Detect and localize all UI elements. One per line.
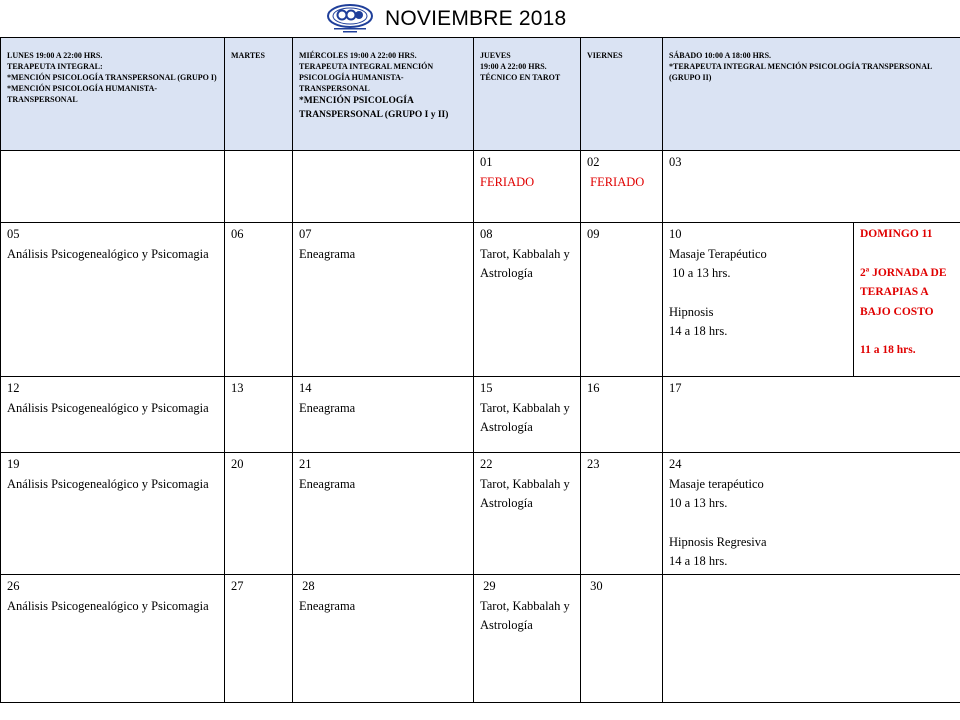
header-row (1, 38, 960, 151)
day-cell-15 (474, 377, 581, 453)
event-text: Hipnosis Regresiva (669, 534, 767, 549)
day-cell-01 (474, 151, 581, 223)
title-bar (0, 0, 960, 38)
holiday-label: FERIADO (480, 174, 535, 189)
day-number: 14 (299, 381, 312, 395)
calendar-table (0, 37, 960, 703)
day-cell-07 (293, 223, 474, 377)
day-number: 26 (7, 579, 20, 593)
day-cell-14 (293, 377, 474, 453)
day-cell-10 (663, 223, 854, 377)
sunday-title: DOMINGO 11 (860, 228, 933, 240)
day-cell-29 (474, 575, 581, 703)
day-cell-21 (293, 453, 474, 575)
event-text: Eneagrama (299, 598, 356, 613)
day-cell-13 (225, 377, 293, 453)
day-cell-empty (663, 575, 960, 703)
header-monday: LUNES 19:00 A 22:00 HRS. TERAPEUTA INTEGRAL: *MENCIÓN PSICOLOGÍA TRANSPERSONAL (GRUPO I) *MENCIÓN PSICOLOGÍA HUMANISTA-TRANSPERSONAL (1, 38, 225, 151)
day-cell-22 (474, 453, 581, 575)
header-wednesday: MIÉRCOLES 19:00 A 22:00 HRS. TERAPEUTA INTEGRAL MENCIÓN PSICOLOGÍA HUMANISTA-TRANSPERSONAL *MENCIÓN PSICOLOGÍA TRANSPERSONAL (GRUPO I y II) (293, 38, 474, 151)
event-text: Eneagrama (299, 476, 356, 491)
week-row-5 (1, 575, 960, 703)
day-cell-empty (225, 151, 293, 223)
day-number: 20 (231, 457, 244, 471)
header-tuesday: MARTES (225, 38, 293, 151)
day-number: 22 (480, 457, 493, 471)
day-number: 17 (669, 381, 682, 395)
event-text: Tarot, Kabbalah y Astrología (480, 476, 570, 510)
day-number: 27 (231, 579, 244, 593)
day-cell-20 (225, 453, 293, 575)
day-number: 30 (587, 579, 603, 593)
event-time: 10 a 13 hrs. (669, 266, 731, 280)
week-row-4 (1, 453, 960, 575)
day-number: 05 (7, 227, 20, 241)
day-cell-08 (474, 223, 581, 377)
header-saturday: SÁBADO 10:00 A 18:00 HRS. *TERAPEUTA INTEGRAL MENCIÓN PSICOLOGÍA TRANSPERSONAL (GRUPO II) (663, 38, 960, 151)
day-cell-05 (1, 223, 225, 377)
day-number: 12 (7, 381, 20, 395)
header-friday: VIERNES (581, 38, 663, 151)
day-cell-09 (581, 223, 663, 377)
event-text: Tarot, Kabbalah y Astrología (480, 598, 570, 632)
event-text: Tarot, Kabbalah y Astrología (480, 400, 570, 434)
event-text: Análisis Psicogenealógico y Psicomagia (7, 246, 209, 261)
event-text: Tarot, Kabbalah y Astrología (480, 246, 570, 280)
day-cell-23 (581, 453, 663, 575)
week-row-2 (1, 223, 960, 377)
day-number: 28 (299, 579, 315, 593)
sunday-time: 11 a 18 hrs. (860, 344, 916, 356)
day-cell-30 (581, 575, 663, 703)
day-cell-03 (663, 151, 960, 223)
day-number: 10 (669, 227, 682, 241)
day-number: 29 (480, 579, 496, 593)
event-text: Eneagrama (299, 400, 356, 415)
day-cell-28 (293, 575, 474, 703)
event-text: Análisis Psicogenealógico y Psicomagia (7, 598, 209, 613)
week-row-3 (1, 377, 960, 453)
day-cell-02 (581, 151, 663, 223)
day-cell-empty (293, 151, 474, 223)
day-number: 02 (587, 155, 600, 169)
event-time: 10 a 13 hrs. (669, 496, 728, 510)
day-cell-16 (581, 377, 663, 453)
day-cell-27 (225, 575, 293, 703)
day-number: 01 (480, 155, 493, 169)
day-cell-sunday-11 (854, 223, 960, 377)
event-time: 14 a 18 hrs. (669, 554, 728, 568)
event-text: Eneagrama (299, 246, 356, 261)
day-number: 06 (231, 227, 244, 241)
day-number: 08 (480, 227, 493, 241)
page-title: NOVIEMBRE 2018 (385, 7, 567, 30)
header-thursday: JUEVES 19:00 A 22:00 HRS. TÉCNICO EN TAROT (474, 38, 581, 151)
week-row-1 (1, 151, 960, 223)
day-number: 19 (7, 457, 20, 471)
day-cell-17 (663, 377, 960, 453)
day-number: 24 (669, 457, 682, 471)
day-number: 21 (299, 457, 312, 471)
day-number: 23 (587, 457, 600, 471)
day-cell-24 (663, 453, 960, 575)
event-text: Masaje terapéutico (669, 476, 764, 491)
day-number: 13 (231, 381, 244, 395)
day-cell-19 (1, 453, 225, 575)
day-cell-12 (1, 377, 225, 453)
event-text: Masaje Terapéutico (669, 246, 767, 261)
day-cell-26 (1, 575, 225, 703)
day-number: 07 (299, 227, 312, 241)
event-time: 14 a 18 hrs. (669, 324, 728, 338)
institute-logo-icon (326, 4, 374, 34)
day-number: 15 (480, 381, 493, 395)
day-number: 03 (669, 155, 682, 169)
event-text: Análisis Psicogenealógico y Psicomagia (7, 400, 209, 415)
day-cell-06 (225, 223, 293, 377)
day-number: 16 (587, 381, 600, 395)
day-cell-empty (1, 151, 225, 223)
holiday-label: FERIADO (587, 174, 645, 189)
event-text: Hipnosis (669, 304, 714, 319)
event-text: Análisis Psicogenealógico y Psicomagia (7, 476, 209, 491)
day-number: 09 (587, 227, 600, 241)
sunday-event: 2ª JORNADA DE TERAPIAS A BAJO COSTO (860, 266, 947, 318)
